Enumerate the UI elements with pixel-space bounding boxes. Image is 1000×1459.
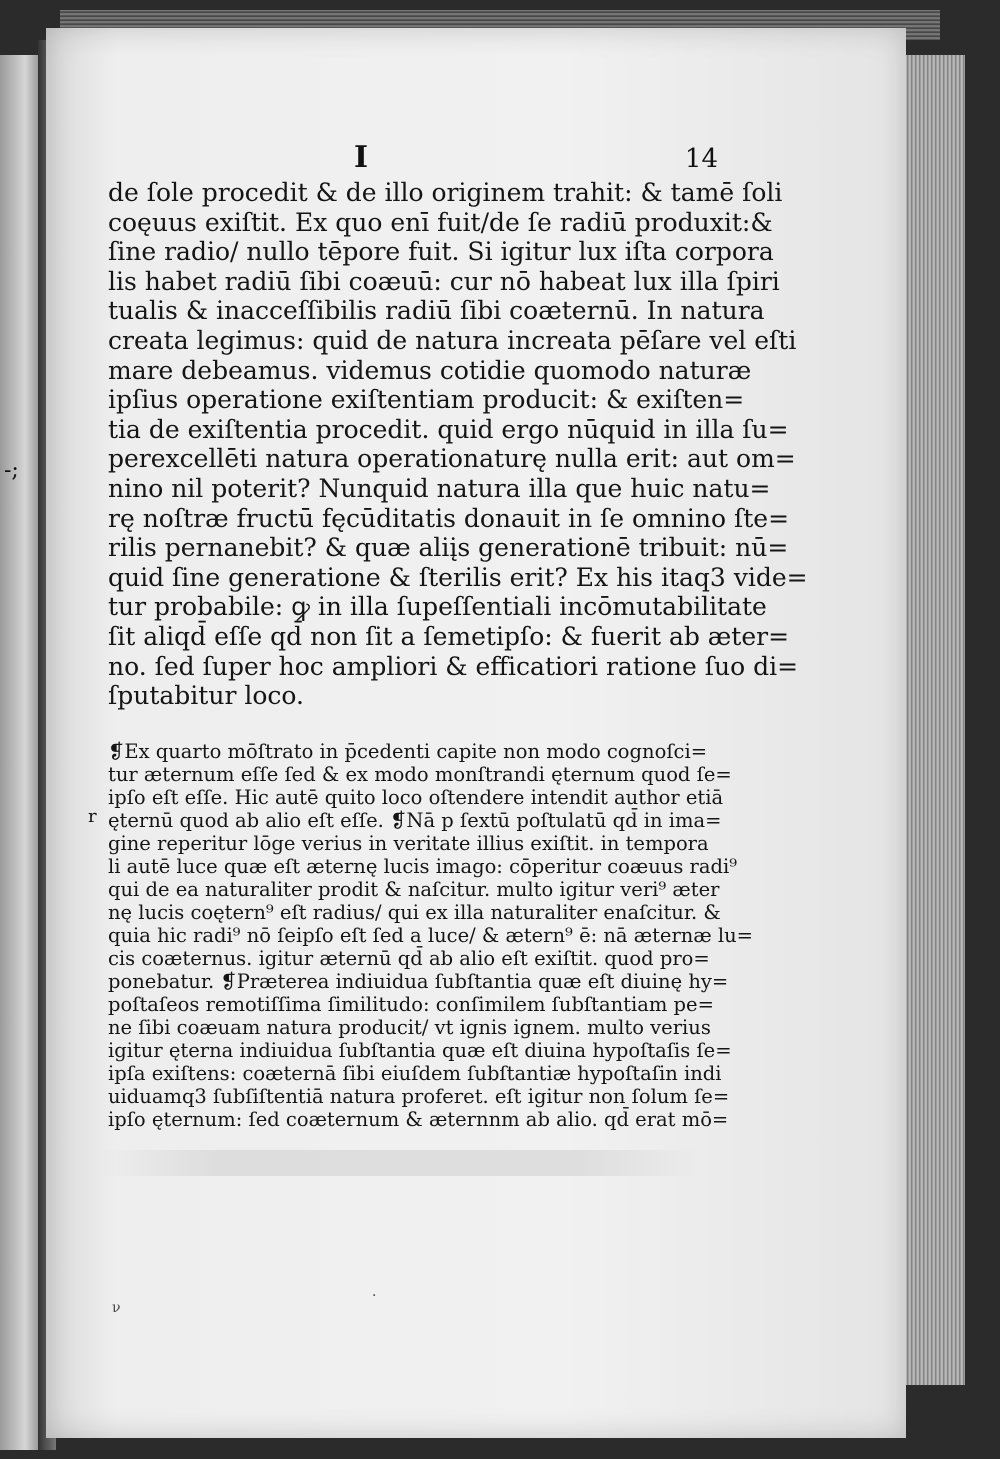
commentary-line: ne ſibi coæuam natura producit/ vt ignis ignem. multo verius <box>108 1016 711 1039</box>
commentary-line: tur æternum eſſe ſed & ex modo monſtrandi ęternum quod ſe= <box>108 763 732 786</box>
text-line: ſputabitur loco. <box>108 681 304 711</box>
text-line: lis habet radiū ſibi coæuū: cur nō habeat lux illa ſpiri <box>108 266 780 296</box>
main-text-block <box>108 178 808 711</box>
text-line: de ſole procedit & de illo originem trahit: & tamē ſoli <box>108 178 783 207</box>
commentary-line: quia hic radi⁹ nō ſeipſo eſt ſed a luce/ & ætern⁹ ē: nā æternæ lu= <box>108 924 754 947</box>
left-page-mark: -; <box>4 458 19 483</box>
foot-mark-left: ν <box>112 1300 121 1316</box>
margin-mark: r <box>88 806 97 827</box>
text-line: mare debeamus. videmus cotidie quomodo naturæ <box>108 355 752 385</box>
text-line: quid ſine generatione & ſterilis erit? Ex his itaq3 vide= <box>108 562 808 592</box>
bleed-through-shadow <box>100 1150 700 1176</box>
text-line: nino nil poterit? Nunquid natura illa que huic natu= <box>108 473 771 503</box>
page-fore-edge <box>900 55 965 1385</box>
text-line: rę noſtræ fructū fęcūditatis donauit in ſe omnino ſte= <box>108 503 790 533</box>
commentary-block <box>108 740 754 1131</box>
commentary-line: gine reperitur lōge verius in veritate illius exiſtit. in tempora <box>108 832 709 855</box>
text-line: ſit aliqd̄ eſſe qd̄ non ſit a ſemetipſo: & fuerit ab æter= <box>108 621 790 651</box>
text-line: coęuus exiſtit. Ex quo enī fuit/de ſe radiū produxit:& <box>108 207 773 237</box>
commentary-line: ipſa exiſtens: coæternā ſibi eiuſdem ſubſtantiæ hypoſtaſin indi <box>108 1062 722 1085</box>
commentary-line: poſtaſeos remotiſſima ſimilitudo: conſimilem ſubſtantiam pe= <box>108 993 714 1016</box>
commentary-line: ęternū quod ab alio eſt eſſe. ❡Nā p ſextū poſtulatū qd̄ in ima= <box>108 809 722 832</box>
left-page-edge <box>0 55 42 1450</box>
commentary-line: uiduamq3 ſubſiſtentiā natura proferet. eſt igitur non ſolum ſe= <box>108 1085 730 1108</box>
foot-mark-center: · <box>372 1288 377 1304</box>
commentary-line: li autē luce quæ eſt æternę lucis imago: cōperitur coæuus radi⁹ <box>108 855 738 878</box>
text-line: rilis pernanebit? & quæ aliįs generationē tribuit: nū= <box>108 533 789 563</box>
commentary-line: ponebatur. ❡Præterea indiuidua ſubſtantia quæ eſt diuinę hy= <box>108 970 729 993</box>
commentary-line: igitur ęterna indiuidua ſubſtantia quæ eſt diuina hypoſtaſis ſe= <box>108 1039 732 1062</box>
page-header <box>108 140 718 180</box>
page-number: 14 <box>684 144 718 174</box>
text-line: tur probabile: ꝙ in illa ſupeſſentiali incōmutabilitate <box>108 592 767 622</box>
text-line: perexcellēti natura operationaturę nulla erit: aut om= <box>108 444 796 474</box>
text-line: tualis & inacceſſibilis radiū ſibi coæternū. In natura <box>108 296 765 326</box>
text-line: no. ſed ſuper hoc ampliori & efficatiori ratione ſuo di= <box>108 651 799 681</box>
signature-mark: I <box>354 140 369 175</box>
commentary-line: cis coæternus. igitur æternū qd̄ ab alio eſt exiſtit. quod pro= <box>108 947 710 970</box>
commentary-line: nę lucis coętern⁹ eſt radius/ qui ex illa naturaliter enaſcitur. & <box>108 901 721 924</box>
commentary-line: ❡Ex quarto mōſtrato in p̄cedenti capite non modo cognoſci= <box>108 740 708 763</box>
text-line: ipſius operatione exiſtentiam producit: & exiſten= <box>108 385 745 415</box>
commentary-line: ipſo eſt eſſe. Hic autē quito loco oſtendere intendit author etiā <box>108 786 724 809</box>
text-line: ſine radio/ nullo tēpore fuit. Si igitur lux iſta corpora <box>108 237 774 267</box>
commentary-line: qui de ea naturaliter prodit & naſcitur. multo igitur veri⁹ æter <box>108 878 720 901</box>
text-line: creata legimus: quid de natura increata pēſare vel eſti <box>108 325 797 355</box>
text-line: tia de exiſtentia procedit. quid ergo nūquid in illa ſu= <box>108 414 789 444</box>
commentary-line: ipſo ęternum: ſed coæternum & æternnm ab alio. qd̄ erat mō= <box>108 1108 729 1131</box>
